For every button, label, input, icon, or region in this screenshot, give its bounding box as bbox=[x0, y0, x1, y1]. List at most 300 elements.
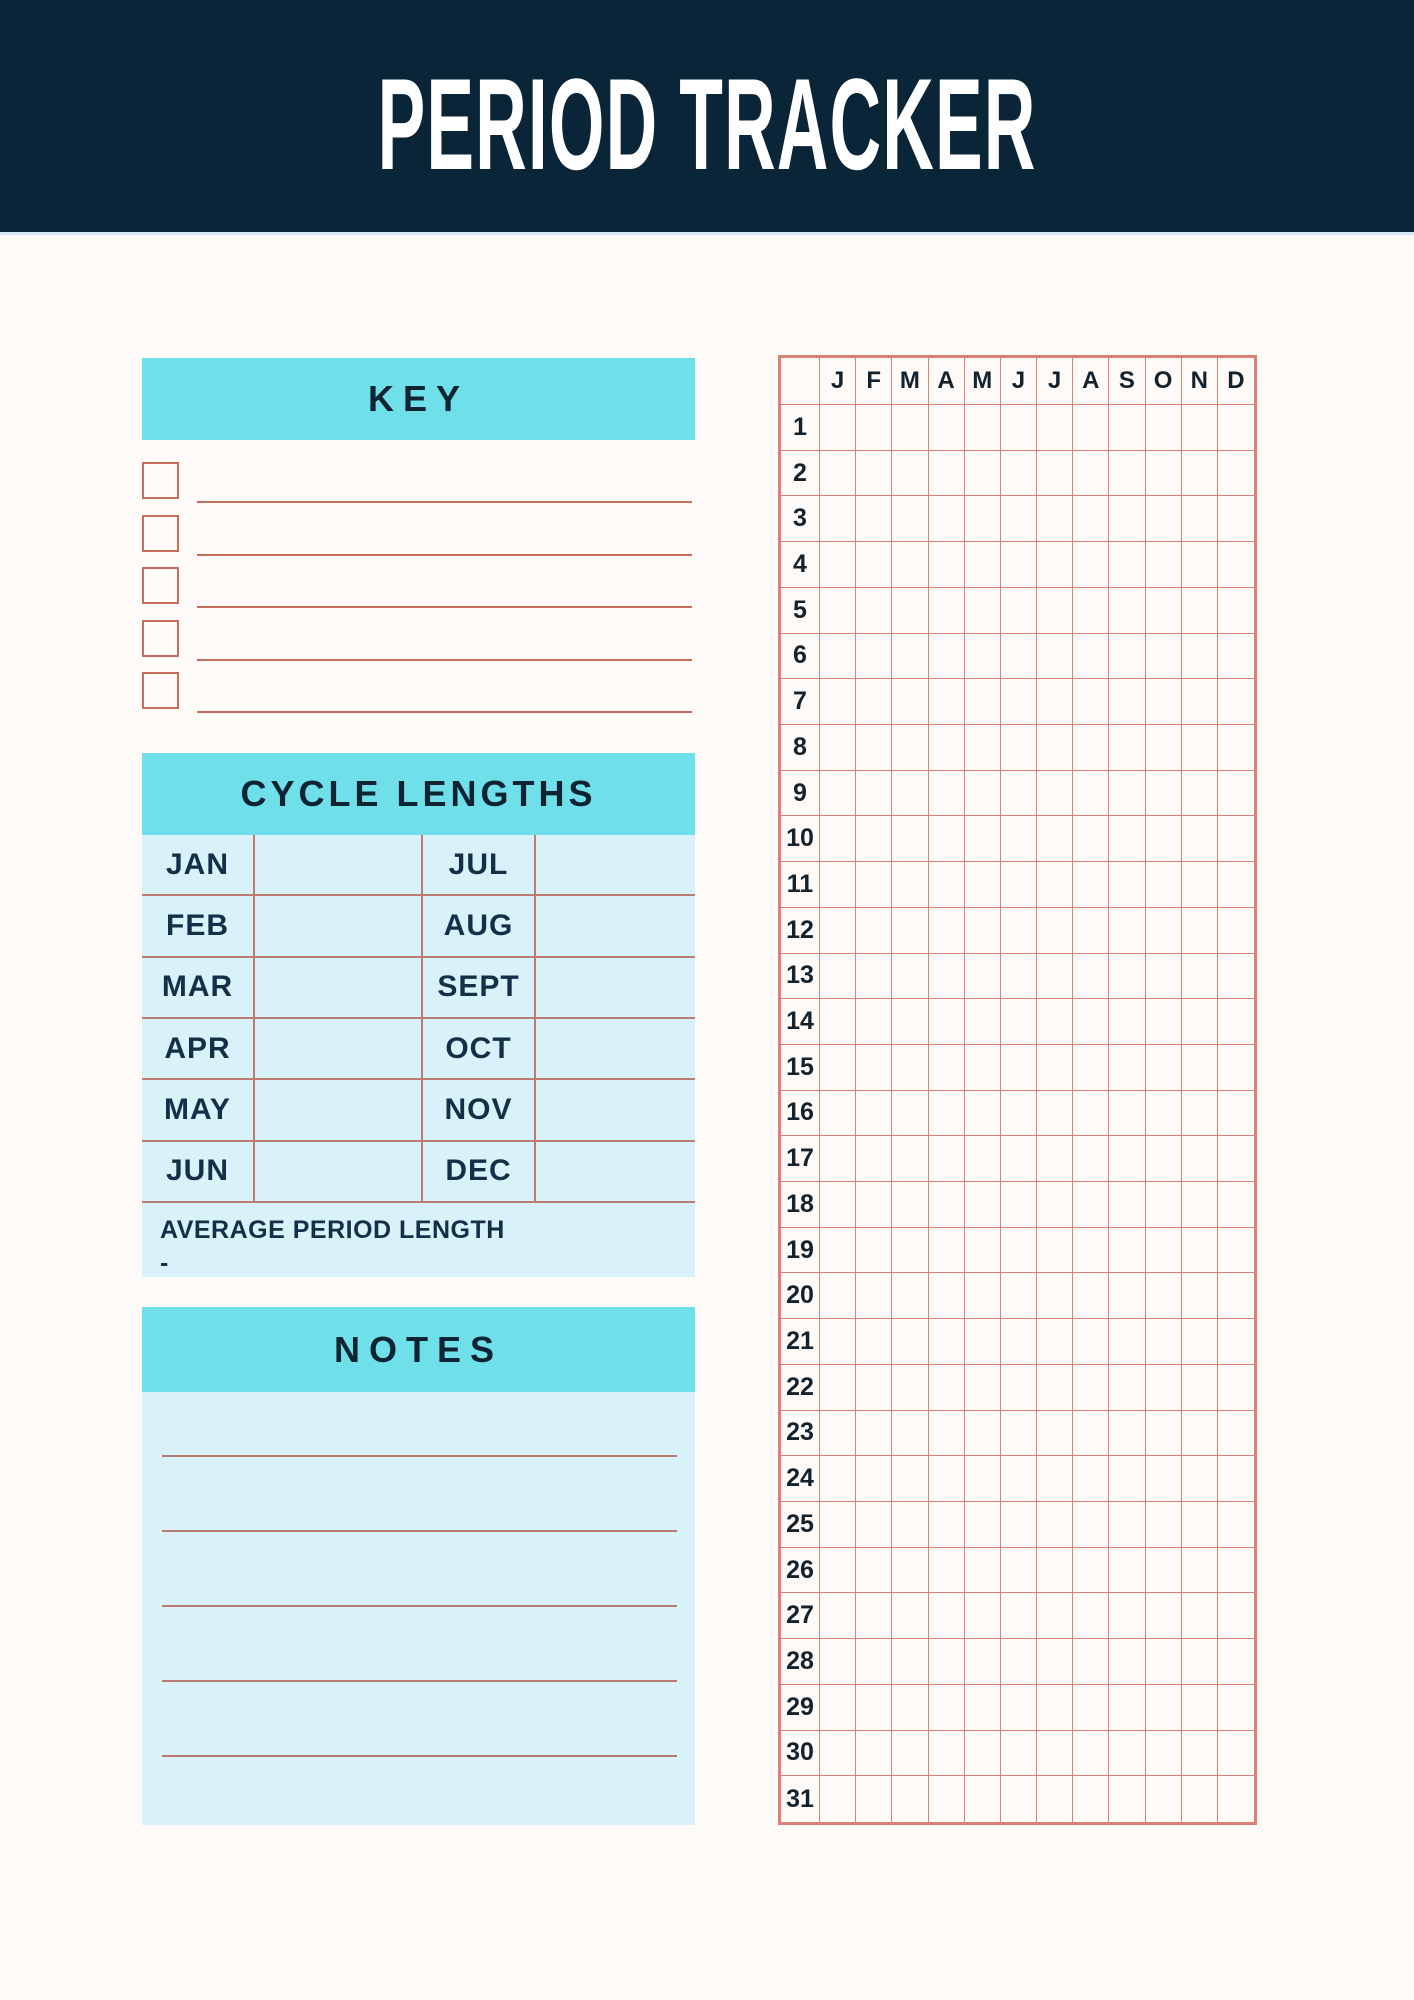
grid-cell[interactable] bbox=[965, 1548, 1001, 1594]
grid-cell[interactable] bbox=[1146, 725, 1182, 771]
grid-cell[interactable] bbox=[1146, 679, 1182, 725]
grid-cell[interactable] bbox=[1109, 816, 1145, 862]
grid-cell[interactable] bbox=[820, 1319, 856, 1365]
grid-cell[interactable] bbox=[965, 588, 1001, 634]
grid-cell[interactable] bbox=[1037, 999, 1073, 1045]
grid-cell[interactable] bbox=[1109, 1319, 1145, 1365]
grid-cell[interactable] bbox=[1001, 1091, 1037, 1137]
grid-cell[interactable] bbox=[1218, 1776, 1254, 1822]
grid-cell[interactable] bbox=[1037, 1502, 1073, 1548]
grid-cell[interactable] bbox=[965, 862, 1001, 908]
grid-cell[interactable] bbox=[1109, 451, 1145, 497]
grid-cell[interactable] bbox=[1218, 1319, 1254, 1365]
grid-cell[interactable] bbox=[929, 542, 965, 588]
grid-cell[interactable] bbox=[856, 1548, 892, 1594]
grid-cell[interactable] bbox=[1146, 1731, 1182, 1777]
grid-cell[interactable] bbox=[1182, 1182, 1218, 1228]
grid-cell[interactable] bbox=[1218, 588, 1254, 634]
grid-cell[interactable] bbox=[929, 634, 965, 680]
grid-cell[interactable] bbox=[1001, 1548, 1037, 1594]
grid-cell[interactable] bbox=[929, 1731, 965, 1777]
grid-cell[interactable] bbox=[929, 1411, 965, 1457]
grid-cell[interactable] bbox=[1182, 908, 1218, 954]
grid-cell[interactable] bbox=[1218, 1411, 1254, 1457]
grid-cell[interactable] bbox=[1073, 1502, 1109, 1548]
grid-cell[interactable] bbox=[820, 1091, 856, 1137]
grid-cell[interactable] bbox=[965, 1593, 1001, 1639]
grid-cell[interactable] bbox=[856, 999, 892, 1045]
grid-cell[interactable] bbox=[1109, 999, 1145, 1045]
grid-cell[interactable] bbox=[1146, 542, 1182, 588]
grid-cell[interactable] bbox=[1218, 496, 1254, 542]
grid-cell[interactable] bbox=[892, 771, 928, 817]
grid-cell[interactable] bbox=[1146, 451, 1182, 497]
grid-cell[interactable] bbox=[892, 1776, 928, 1822]
grid-cell[interactable] bbox=[1218, 542, 1254, 588]
grid-cell[interactable] bbox=[1218, 1273, 1254, 1319]
grid-cell[interactable] bbox=[1218, 405, 1254, 451]
grid-cell[interactable] bbox=[820, 862, 856, 908]
grid-cell[interactable] bbox=[856, 1731, 892, 1777]
grid-cell[interactable] bbox=[929, 771, 965, 817]
cycle-length-value-cell[interactable] bbox=[536, 896, 695, 957]
grid-cell[interactable] bbox=[1218, 1639, 1254, 1685]
grid-cell[interactable] bbox=[1146, 1593, 1182, 1639]
grid-cell[interactable] bbox=[965, 496, 1001, 542]
grid-cell[interactable] bbox=[892, 1639, 928, 1685]
grid-cell[interactable] bbox=[1109, 588, 1145, 634]
grid-cell[interactable] bbox=[892, 954, 928, 1000]
grid-cell[interactable] bbox=[929, 862, 965, 908]
grid-cell[interactable] bbox=[1146, 1502, 1182, 1548]
grid-cell[interactable] bbox=[1218, 1593, 1254, 1639]
key-checkbox[interactable] bbox=[142, 462, 179, 499]
grid-cell[interactable] bbox=[820, 1639, 856, 1685]
grid-cell[interactable] bbox=[1037, 496, 1073, 542]
grid-cell[interactable] bbox=[1182, 1456, 1218, 1502]
grid-cell[interactable] bbox=[1001, 1639, 1037, 1685]
cycle-length-value-cell[interactable] bbox=[255, 958, 423, 1019]
grid-cell[interactable] bbox=[1037, 634, 1073, 680]
grid-cell[interactable] bbox=[929, 954, 965, 1000]
grid-cell[interactable] bbox=[965, 1639, 1001, 1685]
grid-cell[interactable] bbox=[965, 1776, 1001, 1822]
notes-blank-line[interactable] bbox=[162, 1605, 677, 1607]
grid-cell[interactable] bbox=[1146, 1228, 1182, 1274]
grid-cell[interactable] bbox=[1001, 954, 1037, 1000]
grid-cell[interactable] bbox=[1182, 725, 1218, 771]
grid-cell[interactable] bbox=[820, 725, 856, 771]
grid-cell[interactable] bbox=[929, 679, 965, 725]
grid-cell[interactable] bbox=[856, 1319, 892, 1365]
grid-cell[interactable] bbox=[892, 1182, 928, 1228]
grid-cell[interactable] bbox=[1073, 954, 1109, 1000]
grid-cell[interactable] bbox=[1146, 1411, 1182, 1457]
grid-cell[interactable] bbox=[1218, 908, 1254, 954]
grid-cell[interactable] bbox=[929, 1548, 965, 1594]
cycle-length-value-cell[interactable] bbox=[536, 958, 695, 1019]
grid-cell[interactable] bbox=[1182, 1365, 1218, 1411]
grid-cell[interactable] bbox=[1182, 1548, 1218, 1594]
grid-cell[interactable] bbox=[1146, 908, 1182, 954]
grid-cell[interactable] bbox=[1182, 1776, 1218, 1822]
grid-cell[interactable] bbox=[1146, 1182, 1182, 1228]
grid-cell[interactable] bbox=[1218, 1136, 1254, 1182]
grid-cell[interactable] bbox=[1073, 1685, 1109, 1731]
notes-blank-line[interactable] bbox=[162, 1680, 677, 1682]
grid-cell[interactable] bbox=[820, 405, 856, 451]
grid-cell[interactable] bbox=[1037, 771, 1073, 817]
grid-cell[interactable] bbox=[1109, 725, 1145, 771]
grid-cell[interactable] bbox=[820, 908, 856, 954]
cycle-length-value-cell[interactable] bbox=[255, 896, 423, 957]
grid-cell[interactable] bbox=[1218, 679, 1254, 725]
grid-cell[interactable] bbox=[1073, 405, 1109, 451]
grid-cell[interactable] bbox=[1001, 1228, 1037, 1274]
cycle-length-value-cell[interactable] bbox=[536, 1142, 695, 1203]
grid-cell[interactable] bbox=[892, 1365, 928, 1411]
cycle-length-value-cell[interactable] bbox=[255, 835, 423, 896]
grid-cell[interactable] bbox=[820, 954, 856, 1000]
grid-cell[interactable] bbox=[1182, 1731, 1218, 1777]
grid-cell[interactable] bbox=[1073, 1593, 1109, 1639]
grid-cell[interactable] bbox=[820, 1731, 856, 1777]
grid-cell[interactable] bbox=[1001, 588, 1037, 634]
grid-cell[interactable] bbox=[1218, 816, 1254, 862]
grid-cell[interactable] bbox=[1001, 1136, 1037, 1182]
grid-cell[interactable] bbox=[1037, 1365, 1073, 1411]
grid-cell[interactable] bbox=[1109, 1456, 1145, 1502]
grid-cell[interactable] bbox=[1109, 405, 1145, 451]
grid-cell[interactable] bbox=[1073, 496, 1109, 542]
cycle-length-value-cell[interactable] bbox=[536, 1080, 695, 1141]
grid-cell[interactable] bbox=[1182, 542, 1218, 588]
grid-cell[interactable] bbox=[1109, 542, 1145, 588]
grid-cell[interactable] bbox=[1218, 862, 1254, 908]
grid-cell[interactable] bbox=[1037, 588, 1073, 634]
grid-cell[interactable] bbox=[1073, 588, 1109, 634]
grid-cell[interactable] bbox=[1218, 1182, 1254, 1228]
grid-cell[interactable] bbox=[1073, 1273, 1109, 1319]
grid-cell[interactable] bbox=[856, 496, 892, 542]
grid-cell[interactable] bbox=[1182, 862, 1218, 908]
grid-cell[interactable] bbox=[1146, 1776, 1182, 1822]
grid-cell[interactable] bbox=[856, 588, 892, 634]
grid-cell[interactable] bbox=[820, 1228, 856, 1274]
grid-cell[interactable] bbox=[965, 1045, 1001, 1091]
grid-cell[interactable] bbox=[892, 862, 928, 908]
grid-cell[interactable] bbox=[1037, 679, 1073, 725]
grid-cell[interactable] bbox=[929, 1273, 965, 1319]
grid-cell[interactable] bbox=[1109, 771, 1145, 817]
grid-cell[interactable] bbox=[892, 1456, 928, 1502]
notes-blank-line[interactable] bbox=[162, 1755, 677, 1757]
grid-cell[interactable] bbox=[1001, 1273, 1037, 1319]
grid-cell[interactable] bbox=[965, 1502, 1001, 1548]
grid-cell[interactable] bbox=[1146, 954, 1182, 1000]
grid-cell[interactable] bbox=[856, 1365, 892, 1411]
grid-cell[interactable] bbox=[965, 1182, 1001, 1228]
grid-cell[interactable] bbox=[1001, 999, 1037, 1045]
grid-cell[interactable] bbox=[1109, 496, 1145, 542]
grid-cell[interactable] bbox=[1037, 1136, 1073, 1182]
grid-cell[interactable] bbox=[1109, 954, 1145, 1000]
cycle-length-value-cell[interactable] bbox=[255, 1080, 423, 1141]
grid-cell[interactable] bbox=[929, 1639, 965, 1685]
grid-cell[interactable] bbox=[929, 1228, 965, 1274]
grid-cell[interactable] bbox=[1001, 1776, 1037, 1822]
grid-cell[interactable] bbox=[1146, 816, 1182, 862]
grid-cell[interactable] bbox=[1073, 908, 1109, 954]
grid-cell[interactable] bbox=[1037, 451, 1073, 497]
grid-cell[interactable] bbox=[1073, 1776, 1109, 1822]
grid-cell[interactable] bbox=[929, 999, 965, 1045]
grid-cell[interactable] bbox=[965, 679, 1001, 725]
grid-cell[interactable] bbox=[1146, 496, 1182, 542]
grid-cell[interactable] bbox=[1037, 1639, 1073, 1685]
cycle-length-value-cell[interactable] bbox=[255, 1142, 423, 1203]
grid-cell[interactable] bbox=[1146, 1685, 1182, 1731]
grid-cell[interactable] bbox=[820, 679, 856, 725]
grid-cell[interactable] bbox=[1218, 634, 1254, 680]
grid-cell[interactable] bbox=[965, 1273, 1001, 1319]
grid-cell[interactable] bbox=[1182, 999, 1218, 1045]
grid-cell[interactable] bbox=[1109, 1776, 1145, 1822]
grid-cell[interactable] bbox=[892, 451, 928, 497]
grid-cell[interactable] bbox=[929, 1456, 965, 1502]
grid-cell[interactable] bbox=[1109, 634, 1145, 680]
grid-cell[interactable] bbox=[892, 1228, 928, 1274]
grid-cell[interactable] bbox=[929, 1136, 965, 1182]
grid-cell[interactable] bbox=[892, 1273, 928, 1319]
grid-cell[interactable] bbox=[892, 999, 928, 1045]
grid-cell[interactable] bbox=[856, 1091, 892, 1137]
average-period-length-value[interactable]: - bbox=[160, 1249, 169, 1277]
grid-cell[interactable] bbox=[1037, 816, 1073, 862]
grid-cell[interactable] bbox=[1109, 1182, 1145, 1228]
grid-cell[interactable] bbox=[1037, 1182, 1073, 1228]
grid-cell[interactable] bbox=[1073, 451, 1109, 497]
grid-cell[interactable] bbox=[1109, 1731, 1145, 1777]
grid-cell[interactable] bbox=[1037, 862, 1073, 908]
grid-cell[interactable] bbox=[1182, 1273, 1218, 1319]
grid-cell[interactable] bbox=[1037, 405, 1073, 451]
grid-cell[interactable] bbox=[1037, 1411, 1073, 1457]
grid-cell[interactable] bbox=[1218, 1045, 1254, 1091]
grid-cell[interactable] bbox=[1001, 816, 1037, 862]
grid-cell[interactable] bbox=[856, 1411, 892, 1457]
grid-cell[interactable] bbox=[1073, 1228, 1109, 1274]
grid-cell[interactable] bbox=[965, 999, 1001, 1045]
grid-cell[interactable] bbox=[1109, 1136, 1145, 1182]
grid-cell[interactable] bbox=[892, 1685, 928, 1731]
grid-cell[interactable] bbox=[1182, 1639, 1218, 1685]
grid-cell[interactable] bbox=[1109, 862, 1145, 908]
grid-cell[interactable] bbox=[1037, 1685, 1073, 1731]
grid-cell[interactable] bbox=[965, 634, 1001, 680]
grid-cell[interactable] bbox=[892, 1091, 928, 1137]
grid-cell[interactable] bbox=[1218, 954, 1254, 1000]
grid-cell[interactable] bbox=[892, 1502, 928, 1548]
grid-cell[interactable] bbox=[1073, 1091, 1109, 1137]
grid-cell[interactable] bbox=[856, 1593, 892, 1639]
grid-cell[interactable] bbox=[1218, 1091, 1254, 1137]
grid-cell[interactable] bbox=[1073, 1045, 1109, 1091]
grid-cell[interactable] bbox=[1146, 1456, 1182, 1502]
grid-cell[interactable] bbox=[1001, 1502, 1037, 1548]
grid-cell[interactable] bbox=[1073, 1411, 1109, 1457]
grid-cell[interactable] bbox=[892, 1411, 928, 1457]
grid-cell[interactable] bbox=[1037, 1273, 1073, 1319]
grid-cell[interactable] bbox=[1073, 725, 1109, 771]
grid-cell[interactable] bbox=[1037, 954, 1073, 1000]
grid-cell[interactable] bbox=[929, 496, 965, 542]
grid-cell[interactable] bbox=[820, 1273, 856, 1319]
grid-cell[interactable] bbox=[820, 451, 856, 497]
grid-cell[interactable] bbox=[892, 496, 928, 542]
grid-cell[interactable] bbox=[820, 1502, 856, 1548]
grid-cell[interactable] bbox=[820, 1685, 856, 1731]
grid-cell[interactable] bbox=[965, 908, 1001, 954]
grid-cell[interactable] bbox=[892, 1593, 928, 1639]
grid-cell[interactable] bbox=[1182, 1593, 1218, 1639]
grid-cell[interactable] bbox=[1218, 1456, 1254, 1502]
grid-cell[interactable] bbox=[892, 542, 928, 588]
grid-cell[interactable] bbox=[856, 1685, 892, 1731]
grid-cell[interactable] bbox=[929, 1502, 965, 1548]
grid-cell[interactable] bbox=[856, 1136, 892, 1182]
grid-cell[interactable] bbox=[856, 405, 892, 451]
grid-cell[interactable] bbox=[856, 1502, 892, 1548]
grid-cell[interactable] bbox=[820, 1593, 856, 1639]
grid-cell[interactable] bbox=[1001, 771, 1037, 817]
grid-cell[interactable] bbox=[1001, 634, 1037, 680]
grid-cell[interactable] bbox=[892, 405, 928, 451]
grid-cell[interactable] bbox=[1182, 1319, 1218, 1365]
grid-cell[interactable] bbox=[820, 816, 856, 862]
grid-cell[interactable] bbox=[1109, 1548, 1145, 1594]
grid-cell[interactable] bbox=[965, 1685, 1001, 1731]
grid-cell[interactable] bbox=[856, 1045, 892, 1091]
grid-cell[interactable] bbox=[1109, 1411, 1145, 1457]
grid-cell[interactable] bbox=[965, 1319, 1001, 1365]
grid-cell[interactable] bbox=[820, 1365, 856, 1411]
grid-cell[interactable] bbox=[1073, 1548, 1109, 1594]
grid-cell[interactable] bbox=[820, 1411, 856, 1457]
grid-cell[interactable] bbox=[820, 634, 856, 680]
grid-cell[interactable] bbox=[1001, 1319, 1037, 1365]
grid-cell[interactable] bbox=[1073, 542, 1109, 588]
grid-cell[interactable] bbox=[856, 954, 892, 1000]
grid-cell[interactable] bbox=[856, 1776, 892, 1822]
grid-cell[interactable] bbox=[1001, 1182, 1037, 1228]
grid-cell[interactable] bbox=[1146, 1273, 1182, 1319]
grid-cell[interactable] bbox=[929, 1319, 965, 1365]
grid-cell[interactable] bbox=[929, 1593, 965, 1639]
grid-cell[interactable] bbox=[1218, 1731, 1254, 1777]
grid-cell[interactable] bbox=[856, 679, 892, 725]
grid-cell[interactable] bbox=[1218, 725, 1254, 771]
grid-cell[interactable] bbox=[1182, 1045, 1218, 1091]
grid-cell[interactable] bbox=[1073, 679, 1109, 725]
grid-cell[interactable] bbox=[856, 1273, 892, 1319]
grid-cell[interactable] bbox=[1182, 771, 1218, 817]
grid-cell[interactable] bbox=[892, 1045, 928, 1091]
grid-cell[interactable] bbox=[892, 816, 928, 862]
grid-cell[interactable] bbox=[820, 1136, 856, 1182]
grid-cell[interactable] bbox=[820, 588, 856, 634]
grid-cell[interactable] bbox=[1109, 1273, 1145, 1319]
grid-cell[interactable] bbox=[929, 588, 965, 634]
grid-cell[interactable] bbox=[1146, 1091, 1182, 1137]
grid-cell[interactable] bbox=[965, 1456, 1001, 1502]
grid-cell[interactable] bbox=[856, 542, 892, 588]
grid-cell[interactable] bbox=[820, 1776, 856, 1822]
grid-cell[interactable] bbox=[1146, 1365, 1182, 1411]
grid-cell[interactable] bbox=[856, 1228, 892, 1274]
grid-cell[interactable] bbox=[965, 542, 1001, 588]
grid-cell[interactable] bbox=[1109, 1091, 1145, 1137]
grid-cell[interactable] bbox=[1037, 1548, 1073, 1594]
grid-cell[interactable] bbox=[1146, 1136, 1182, 1182]
grid-cell[interactable] bbox=[1182, 405, 1218, 451]
grid-cell[interactable] bbox=[856, 771, 892, 817]
grid-cell[interactable] bbox=[1037, 1731, 1073, 1777]
grid-cell[interactable] bbox=[1037, 1456, 1073, 1502]
grid-cell[interactable] bbox=[1109, 1045, 1145, 1091]
grid-cell[interactable] bbox=[1182, 954, 1218, 1000]
grid-cell[interactable] bbox=[820, 542, 856, 588]
grid-cell[interactable] bbox=[1109, 679, 1145, 725]
grid-cell[interactable] bbox=[965, 725, 1001, 771]
grid-cell[interactable] bbox=[1073, 771, 1109, 817]
grid-cell[interactable] bbox=[1037, 908, 1073, 954]
key-checkbox[interactable] bbox=[142, 620, 179, 657]
grid-cell[interactable] bbox=[892, 725, 928, 771]
grid-cell[interactable] bbox=[1218, 451, 1254, 497]
grid-cell[interactable] bbox=[1037, 1776, 1073, 1822]
grid-cell[interactable] bbox=[1073, 1365, 1109, 1411]
grid-cell[interactable] bbox=[1146, 1319, 1182, 1365]
grid-cell[interactable] bbox=[965, 1136, 1001, 1182]
grid-cell[interactable] bbox=[1001, 862, 1037, 908]
grid-cell[interactable] bbox=[1182, 679, 1218, 725]
grid-cell[interactable] bbox=[1182, 1685, 1218, 1731]
grid-cell[interactable] bbox=[1073, 862, 1109, 908]
grid-cell[interactable] bbox=[820, 1548, 856, 1594]
grid-cell[interactable] bbox=[929, 405, 965, 451]
grid-cell[interactable] bbox=[856, 862, 892, 908]
grid-cell[interactable] bbox=[1218, 771, 1254, 817]
grid-cell[interactable] bbox=[1182, 1502, 1218, 1548]
grid-cell[interactable] bbox=[965, 771, 1001, 817]
grid-cell[interactable] bbox=[1146, 588, 1182, 634]
grid-cell[interactable] bbox=[820, 1045, 856, 1091]
grid-cell[interactable] bbox=[1109, 1685, 1145, 1731]
grid-cell[interactable] bbox=[820, 496, 856, 542]
grid-cell[interactable] bbox=[965, 1228, 1001, 1274]
grid-cell[interactable] bbox=[1073, 999, 1109, 1045]
key-checkbox[interactable] bbox=[142, 515, 179, 552]
key-blank-line[interactable] bbox=[197, 711, 692, 713]
grid-cell[interactable] bbox=[892, 588, 928, 634]
grid-cell[interactable] bbox=[892, 1319, 928, 1365]
grid-cell[interactable] bbox=[1001, 908, 1037, 954]
grid-cell[interactable] bbox=[1218, 1365, 1254, 1411]
grid-cell[interactable] bbox=[1037, 1045, 1073, 1091]
grid-cell[interactable] bbox=[856, 816, 892, 862]
grid-cell[interactable] bbox=[929, 908, 965, 954]
